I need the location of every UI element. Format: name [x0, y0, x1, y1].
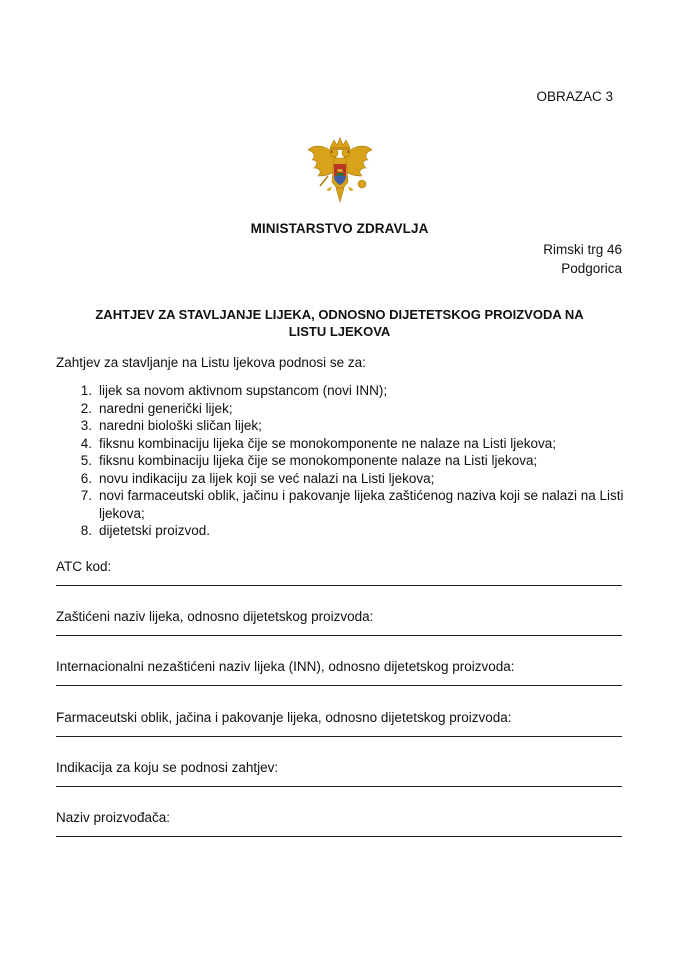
form-strength-pack-label: Farmaceutski oblik, jačina i pakovanje lijeka, odnosno dijetetskog proizvoda:: [56, 710, 512, 725]
atc-code-label: ATC kod:: [56, 559, 112, 574]
form-code: OBRAZAC 3: [536, 89, 613, 104]
intro-text: Zahtjev za stavljanje na Listu ljekova podnosi se za:: [56, 355, 366, 370]
manufacturer-field[interactable]: [56, 810, 622, 825]
document-title: [40, 306, 639, 340]
manufacturer-label: Naziv proizvođača:: [56, 810, 171, 825]
request-type-list: [56, 382, 626, 540]
protected-name-field[interactable]: [56, 609, 622, 624]
protected-name-label: Zaštićeni naziv lijeka, odnosno dijetetskog proizvoda:: [56, 609, 374, 624]
list-item: [56, 400, 626, 418]
indication-field[interactable]: [56, 760, 622, 775]
item-number: 4.: [80, 435, 92, 451]
item-text: fiksnu kombinaciju lijeka čije se monokomponente ne nalaze na Listi ljekova;: [99, 435, 557, 451]
form-strength-pack-input-line[interactable]: [56, 736, 622, 737]
list-item: [56, 470, 626, 488]
item-text: novu indikaciju za lijek koji se već nalazi na Listi ljekova;: [99, 470, 435, 486]
list-item: [56, 417, 626, 435]
item-number: 1.: [80, 383, 92, 398]
inn-label: Internacionalni nezaštićeni naziv lijeka (INN), odnosno dijetetskog proizvoda:: [56, 659, 515, 674]
item-number: 5.: [80, 453, 92, 468]
item-text: lijek sa novom aktivnom supstancom (novi INN);: [99, 383, 388, 398]
item-number: 3.: [80, 418, 92, 433]
manufacturer-input-line[interactable]: [56, 836, 622, 837]
item-number: 2.: [80, 400, 92, 416]
inn-input-line[interactable]: [56, 685, 622, 686]
list-item: [56, 452, 626, 470]
item-text: fiksnu kombinaciju lijeka čije se monokomponente nalaze na Listi ljekova;: [99, 453, 538, 468]
indication-input-line[interactable]: [56, 786, 622, 787]
indication-label: Indikacija za koju se podnosi zahtjev:: [56, 760, 279, 775]
item-text: naredni biološki sličan lijek;: [99, 418, 262, 433]
item-number: 6.: [80, 470, 92, 486]
item-number: 8.: [80, 523, 92, 538]
ministry-name: MINISTARSTVO ZDRAVLJA: [250, 221, 429, 236]
list-item: [56, 382, 626, 400]
item-text: dijetetski proizvod.: [99, 523, 211, 538]
list-item: [56, 522, 626, 540]
item-text: naredni generički lijek;: [99, 400, 233, 416]
title-line-1: ZAHTJEV ZA STAVLJANJE LIJEKA, ODNOSNO DIJETETSKOG PROIZVODA NA: [95, 307, 584, 322]
list-item: [56, 487, 626, 522]
address-street: Rimski trg 46: [543, 242, 622, 257]
coat-of-arms-icon: [306, 136, 374, 208]
form-strength-pack-field[interactable]: [56, 710, 622, 725]
inn-field[interactable]: [56, 659, 622, 674]
address-city: Podgorica: [561, 261, 622, 276]
item-text: novi farmaceutski oblik, jačinu i pakovanje lijeka zaštićenog naziva koji se nalazi na Listi ljekova;: [99, 488, 624, 521]
title-line-2: LISTU LJEKOVA: [288, 324, 391, 339]
atc-code-field[interactable]: [56, 559, 622, 574]
list-item: [56, 435, 626, 453]
protected-name-input-line[interactable]: [56, 635, 622, 636]
atc-code-input-line[interactable]: [56, 585, 622, 586]
item-number: 7.: [80, 488, 92, 503]
address: [543, 240, 622, 278]
